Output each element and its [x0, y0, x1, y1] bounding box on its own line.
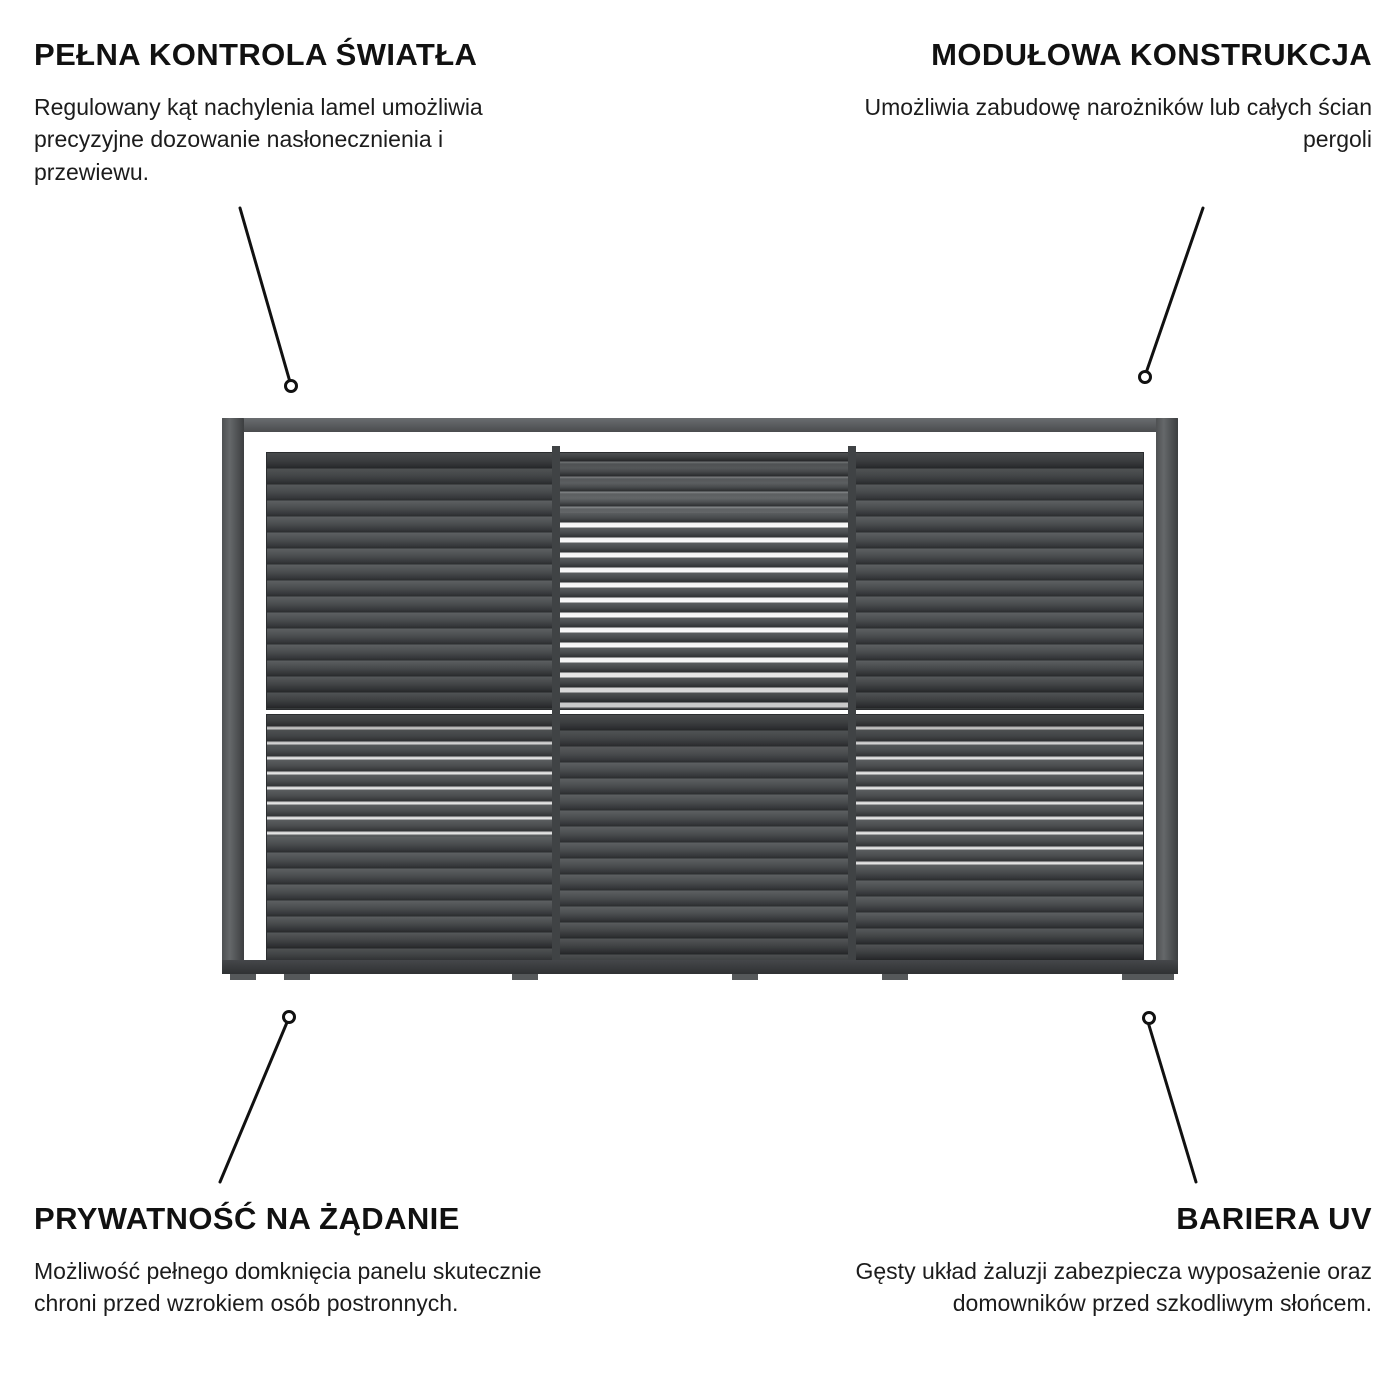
- frame-foot-4: [732, 974, 758, 980]
- panel-top-center[interactable]: [558, 452, 852, 710]
- panel-shading: [855, 453, 1143, 709]
- panel-shading: [855, 715, 1143, 961]
- callout-top-left-title: PEŁNA KONTROLA ŚWIATŁA: [34, 37, 478, 72]
- panel-top-left[interactable]: [266, 452, 556, 710]
- panel-shading: [559, 453, 851, 709]
- frame-post-left: [222, 418, 244, 974]
- callout-top-left-body: Regulowany kąt nachylenia lamel umożliwia precyzyjne dozowanie nasłonecznienia i przewiewu.: [34, 93, 483, 186]
- callout-bottom-left-body: Możliwość pełnego domknięcia panelu skutecznie chroni przed wzrokiem osób postronnych.: [34, 1257, 542, 1317]
- callout-bottom-left-title: PRYWATNOŚĆ NA ŻĄDANIE: [34, 1201, 460, 1236]
- frame-foot-left: [230, 974, 256, 980]
- panel-shading: [559, 715, 851, 961]
- frame-foot-5: [882, 974, 908, 980]
- frame-foot-3: [512, 974, 538, 980]
- callout-top-right-title: MODUŁOWA KONSTRUKCJA: [931, 37, 1372, 72]
- callout-bottom-right: [852, 1202, 1372, 1320]
- leader-line-top-right: [1146, 208, 1203, 373]
- panel-top-right[interactable]: [854, 452, 1144, 710]
- callout-top-right-body: Umożliwia zabudowę narożników lub całych ścian pergoli: [864, 93, 1372, 153]
- frame-post-right: [1156, 418, 1178, 974]
- frame-foot-6: [1122, 974, 1148, 980]
- callout-bottom-right-title: BARIERA UV: [1176, 1201, 1372, 1236]
- mullion-right: [848, 446, 856, 964]
- frame-foot-2: [284, 974, 310, 980]
- frame-top-beam: [222, 418, 1178, 432]
- panel-bottom-center[interactable]: [558, 714, 852, 962]
- leader-line-bottom-right: [1148, 1022, 1196, 1182]
- leader-dot-top-left: [286, 381, 297, 392]
- panel-shading: [267, 453, 555, 709]
- callout-top-left: [34, 38, 554, 189]
- callout-bottom-right-body: Gęsty układ żaluzji zabezpiecza wyposażenie oraz domowników przed szkodliwym słońcem.: [855, 1257, 1372, 1317]
- leader-dot-top-right: [1140, 372, 1151, 383]
- mullion-left: [552, 446, 560, 964]
- callout-bottom-left: [34, 1202, 554, 1320]
- callout-top-right: [852, 38, 1372, 156]
- leader-line-top-left: [240, 208, 290, 382]
- frame-bottom-beam: [222, 960, 1178, 974]
- product-illustration: [222, 418, 1178, 988]
- frame-foot-right: [1148, 974, 1174, 980]
- panel-shading: [267, 715, 555, 961]
- panel-bottom-right[interactable]: [854, 714, 1144, 962]
- panel-bottom-left[interactable]: [266, 714, 556, 962]
- leader-line-bottom-left: [220, 1020, 288, 1182]
- leader-dot-bottom-left: [284, 1012, 295, 1023]
- leader-dot-bottom-right: [1144, 1013, 1155, 1024]
